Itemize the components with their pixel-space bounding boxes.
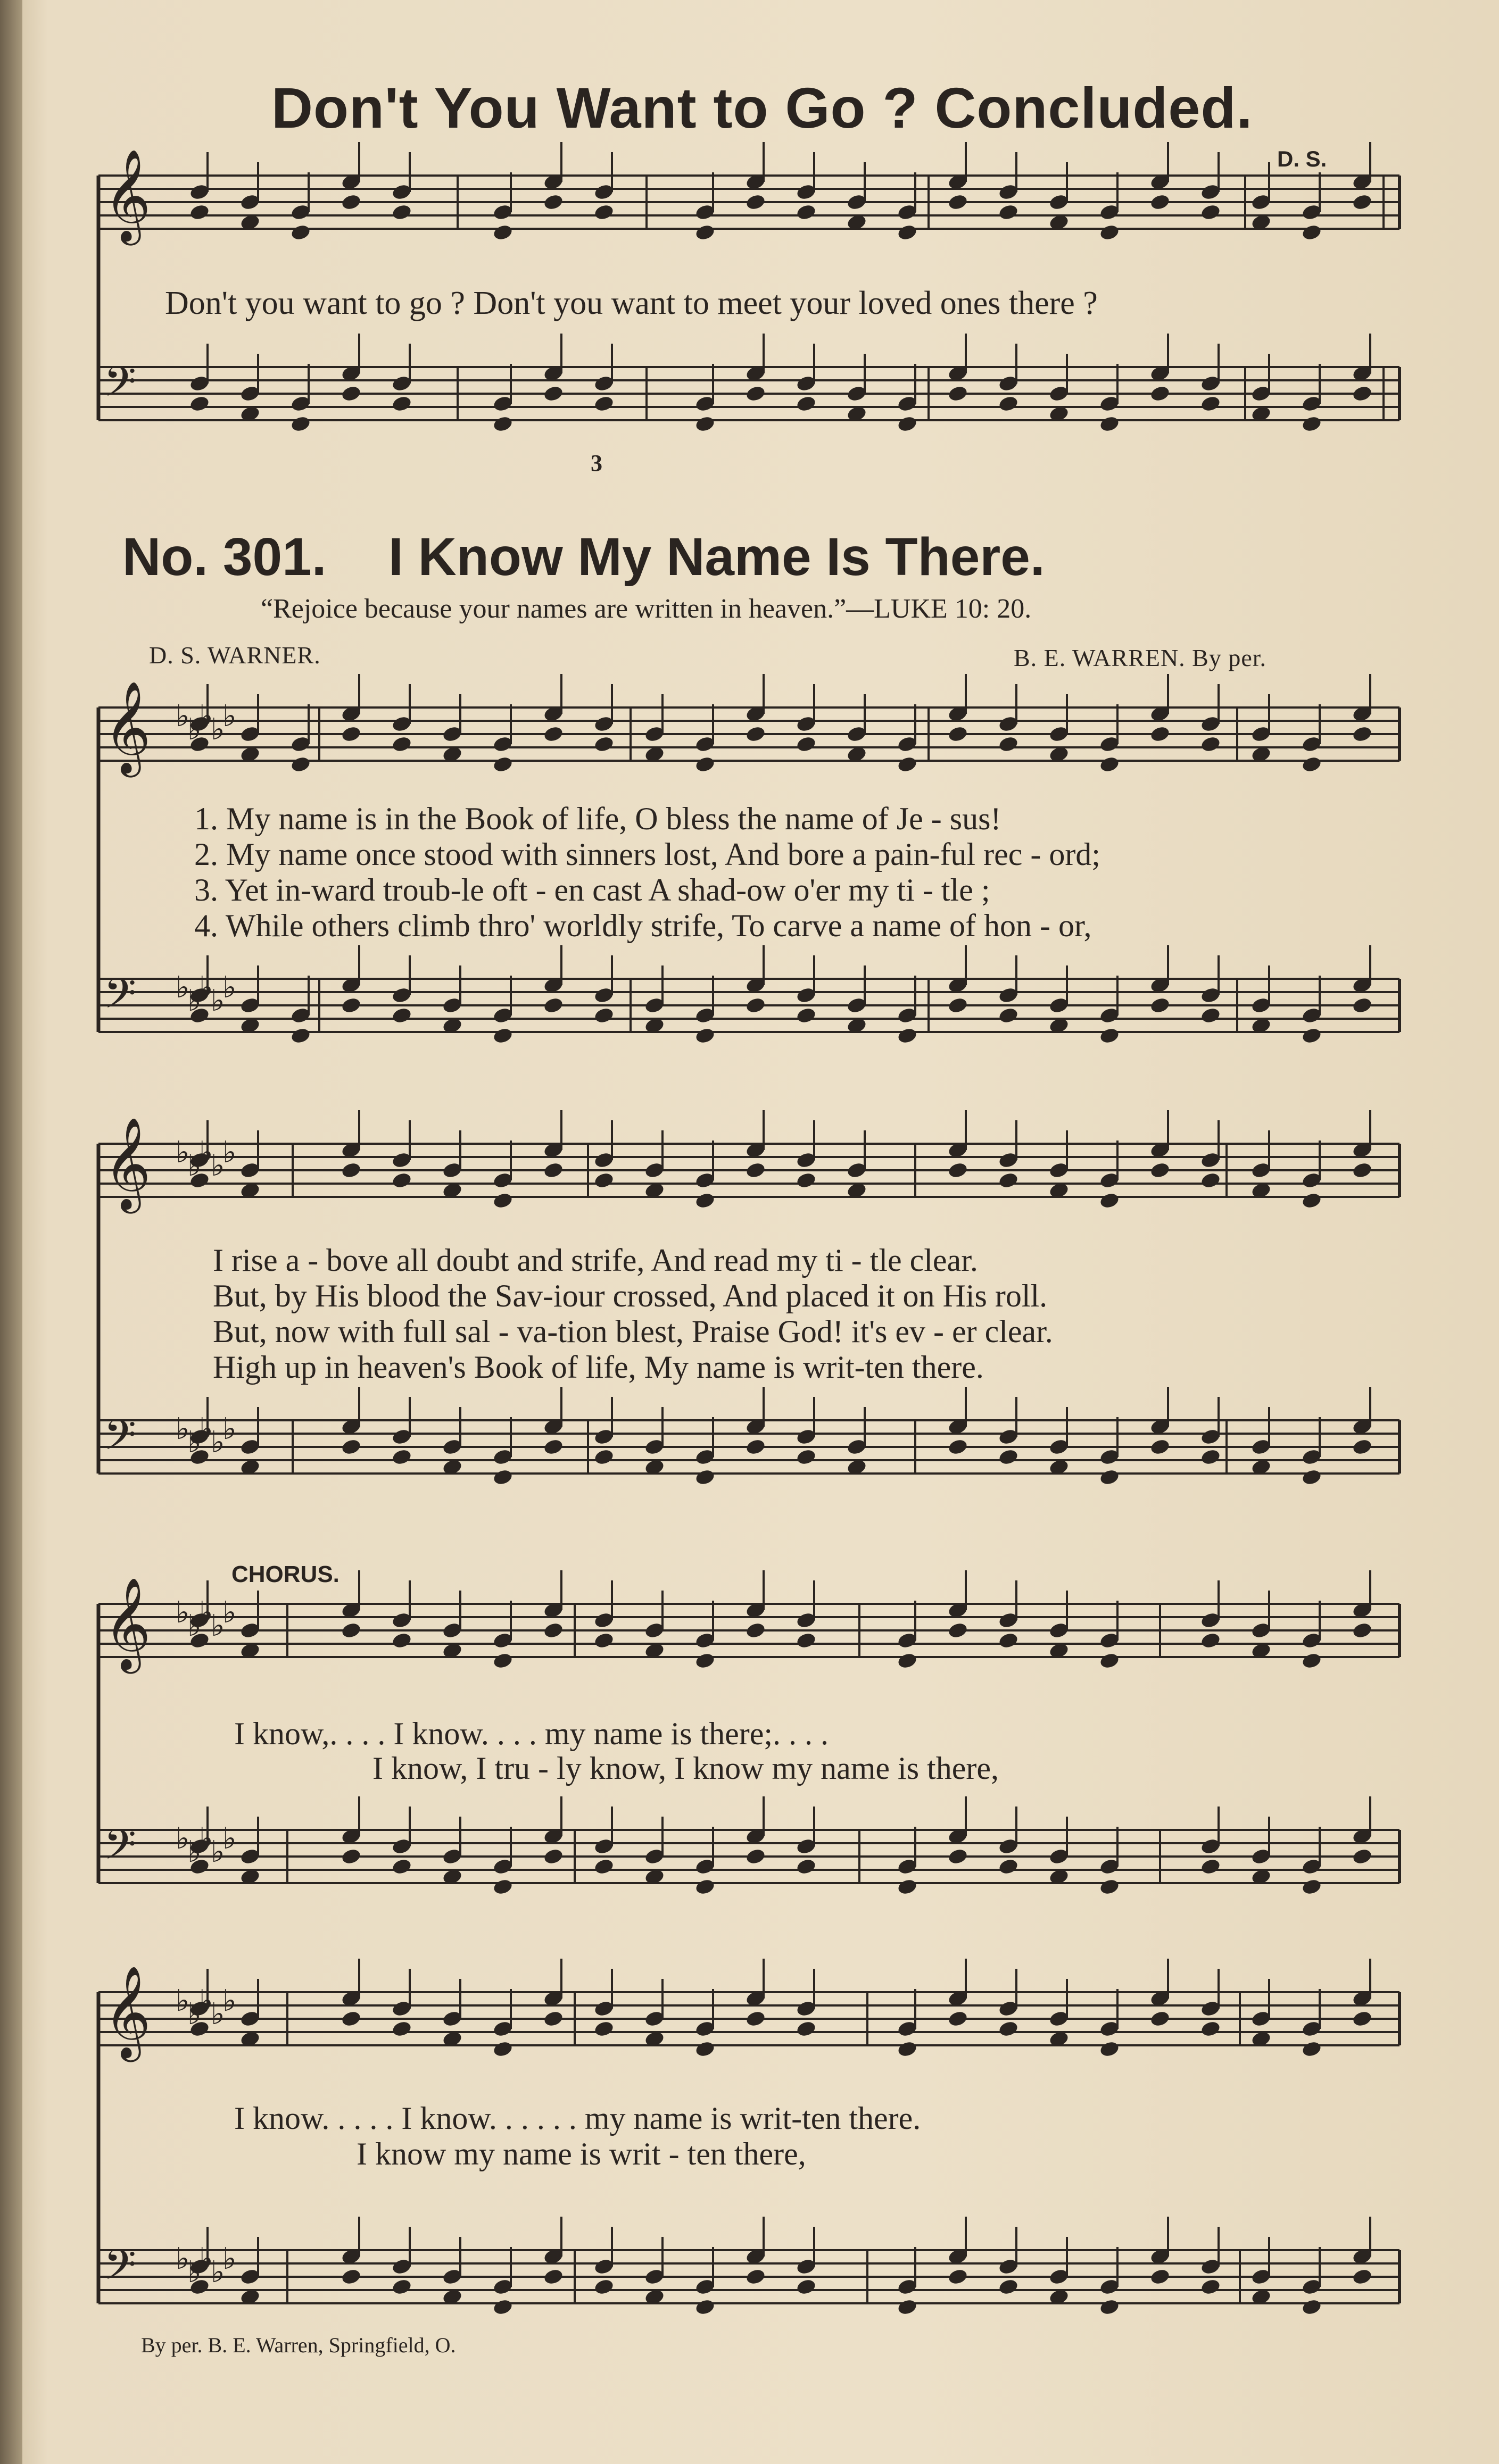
- notehead: [745, 1847, 766, 1866]
- notehead: [341, 1438, 362, 1456]
- notehead: [998, 203, 1019, 221]
- flat-sign: ♭: [222, 2242, 237, 2276]
- notehead: [492, 2040, 514, 2058]
- notehead: [189, 203, 210, 221]
- notehead: [745, 1161, 766, 1179]
- song-a-title: Don't You Want to Go ? Concluded.: [271, 76, 1253, 140]
- notehead: [947, 1161, 968, 1179]
- flat-sign: ♭: [176, 1135, 190, 1170]
- notehead: [1200, 735, 1221, 753]
- flat-sign: ♭: [199, 1984, 213, 2018]
- notehead: [593, 395, 615, 413]
- notehead: [694, 1652, 716, 1670]
- notehead: [694, 1192, 716, 1210]
- flat-sign: ♭: [176, 2242, 190, 2276]
- flat-sign: ♭: [211, 1148, 225, 1183]
- notehead: [1352, 725, 1373, 743]
- notehead: [492, 2298, 514, 2316]
- notehead: [745, 725, 766, 743]
- notehead: [391, 1631, 412, 1650]
- notehead: [1149, 725, 1171, 743]
- flat-sign: ♭: [211, 1425, 225, 1460]
- notehead: [543, 725, 564, 743]
- notehead: [897, 2040, 918, 2058]
- notehead: [492, 223, 514, 242]
- notehead: [1200, 1006, 1221, 1025]
- notehead: [391, 1006, 412, 1025]
- flat-sign: ♭: [222, 699, 237, 734]
- notehead: [543, 2010, 564, 2028]
- notehead: [1149, 996, 1171, 1014]
- notehead: [341, 2268, 362, 2286]
- flat-sign: ♭: [211, 1609, 225, 1643]
- notehead: [341, 2010, 362, 2028]
- flat-sign: ♭: [176, 1595, 190, 1630]
- notehead: [391, 1858, 412, 1876]
- notehead: [1099, 223, 1120, 242]
- notehead: [1352, 2268, 1373, 2286]
- notehead: [391, 203, 412, 221]
- flat-sign: ♭: [199, 2242, 213, 2276]
- notehead: [745, 385, 766, 403]
- notehead: [694, 2040, 716, 2058]
- flat-sign: ♭: [187, 2255, 202, 2290]
- notehead: [593, 2278, 615, 2296]
- verse-2-line-a: 2. My name once stood with sinners lost, And bore a pain-ful rec - ord;: [194, 837, 1100, 872]
- flat-sign: ♭: [222, 1595, 237, 1630]
- notehead: [593, 2020, 615, 2038]
- hymn-title: I Know My Name Is There.: [388, 527, 1045, 587]
- notehead: [1099, 1878, 1120, 1896]
- flat-sign: ♭: [199, 699, 213, 734]
- flat-sign: ♭: [222, 970, 237, 1005]
- composer-credit: B. E. WARREN. By per.: [1014, 644, 1267, 671]
- notehead: [1149, 193, 1171, 211]
- notehead: [1200, 1171, 1221, 1189]
- notehead: [593, 1171, 615, 1189]
- flat-sign: ♭: [176, 970, 190, 1005]
- notehead: [897, 415, 918, 433]
- notehead: [341, 1621, 362, 1639]
- notehead: [1200, 2278, 1221, 2296]
- notehead: [694, 1468, 716, 1486]
- notehead: [341, 1161, 362, 1179]
- notehead: [1149, 1438, 1171, 1456]
- notehead: [391, 2020, 412, 2038]
- verse-4-line-b: High up in heaven's Book of life, My name is writ-ten there.: [213, 1350, 984, 1385]
- flat-sign: ♭: [211, 1997, 225, 2032]
- notehead: [998, 1631, 1019, 1650]
- author-credit: D. S. WARNER.: [149, 642, 321, 669]
- verse-2-line-b: But, by His blood the Sav-iour crossed, And placed it on His roll.: [213, 1278, 1048, 1313]
- notehead: [796, 735, 817, 753]
- notehead: [593, 1448, 615, 1466]
- notehead: [1352, 2010, 1373, 2028]
- notehead: [593, 735, 615, 753]
- bass-figure: 3: [591, 450, 602, 476]
- flat-sign: ♭: [176, 1412, 190, 1446]
- flat-sign: ♭: [211, 2255, 225, 2290]
- notehead: [998, 1006, 1019, 1025]
- notehead: [391, 395, 412, 413]
- treble-clef: 𝄞: [104, 149, 151, 242]
- notehead: [897, 223, 918, 242]
- notehead: [694, 1878, 716, 1896]
- notehead: [796, 2278, 817, 2296]
- flat-sign: ♭: [176, 699, 190, 734]
- notehead: [543, 1847, 564, 1866]
- notehead: [543, 1621, 564, 1639]
- notehead: [1352, 385, 1373, 403]
- treble-clef: 𝄞: [104, 1577, 151, 1670]
- verse-3-line-b: But, now with full sal - va-tion blest, Praise God! it's ev - er clear.: [213, 1314, 1053, 1349]
- notehead: [391, 1448, 412, 1466]
- flat-sign: ♭: [199, 1135, 213, 1170]
- notehead: [897, 1027, 918, 1045]
- verse-1-line-b: I rise a - bove all doubt and strife, And read my ti - tle clear.: [213, 1243, 978, 1278]
- notehead: [492, 1027, 514, 1045]
- notehead: [796, 1858, 817, 1876]
- notehead: [1301, 1652, 1322, 1670]
- notehead: [998, 1858, 1019, 1876]
- bass-clef: 𝄢: [104, 2241, 137, 2300]
- notehead: [796, 1171, 817, 1189]
- flat-sign: ♭: [211, 984, 225, 1018]
- notehead: [1301, 755, 1322, 773]
- verse-1-line-a: 1. My name is in the Book of life, O bless the name of Je - sus!: [194, 801, 1001, 836]
- verse-3-line-a: 3. Yet in-ward troub-le oft - en cast A shad-ow o'er my ti - tle ;: [194, 872, 990, 908]
- flat-sign: ♭: [222, 1135, 237, 1170]
- flat-sign: ♭: [211, 712, 225, 747]
- notehead: [391, 735, 412, 753]
- notehead: [998, 1171, 1019, 1189]
- flat-sign: ♭: [187, 1148, 202, 1183]
- notehead: [1099, 1468, 1120, 1486]
- notehead: [543, 1161, 564, 1179]
- notehead: [694, 1027, 716, 1045]
- notehead: [897, 1652, 918, 1670]
- notehead: [543, 385, 564, 403]
- notehead: [796, 1006, 817, 1025]
- bass-clef: 𝄢: [104, 1821, 137, 1879]
- notehead: [1352, 1847, 1373, 1866]
- notehead: [1200, 1858, 1221, 1876]
- notehead: [1301, 415, 1322, 433]
- bass-clef: 𝄢: [104, 970, 137, 1028]
- scripture-quote: “Rejoice because your names are written in heaven.”—LUKE 10: 20.: [261, 594, 1032, 624]
- notehead: [1099, 1652, 1120, 1670]
- notehead: [998, 395, 1019, 413]
- notehead: [1301, 1027, 1322, 1045]
- flat-sign: ♭: [187, 984, 202, 1018]
- notehead: [694, 415, 716, 433]
- notehead: [1099, 415, 1120, 433]
- notehead: [1301, 223, 1322, 242]
- notehead: [745, 2268, 766, 2286]
- flat-sign: ♭: [187, 1835, 202, 1869]
- notehead: [391, 2278, 412, 2296]
- notehead: [1352, 1161, 1373, 1179]
- bass-clef: 𝄢: [104, 1411, 137, 1470]
- notehead: [1352, 1438, 1373, 1456]
- song-a-lyric: Don't you want to go ? Don't you want to meet your loved ones there ?: [165, 285, 1098, 321]
- notehead: [745, 2010, 766, 2028]
- flat-sign: ♭: [199, 1412, 213, 1446]
- notehead: [492, 1468, 514, 1486]
- notehead: [1200, 203, 1221, 221]
- notehead: [1099, 1192, 1120, 1210]
- notehead: [492, 415, 514, 433]
- notehead: [341, 996, 362, 1014]
- notehead: [947, 1438, 968, 1456]
- notehead: [341, 193, 362, 211]
- notehead: [1149, 2268, 1171, 2286]
- notehead: [341, 725, 362, 743]
- notehead: [391, 1171, 412, 1189]
- flat-sign: ♭: [222, 1412, 237, 1446]
- notehead: [1099, 2040, 1120, 2058]
- notehead: [694, 755, 716, 773]
- notehead: [796, 203, 817, 221]
- chorus-line-4: I know my name is writ - ten there,: [357, 2136, 806, 2171]
- flat-sign: ♭: [187, 712, 202, 747]
- notehead: [543, 193, 564, 211]
- notehead: [745, 996, 766, 1014]
- notehead: [1149, 2010, 1171, 2028]
- notehead: [1149, 1161, 1171, 1179]
- notehead: [1200, 395, 1221, 413]
- notehead: [543, 1438, 564, 1456]
- treble-clef: 𝄞: [104, 681, 151, 773]
- notehead: [796, 1631, 817, 1650]
- chorus-label: CHORUS.: [231, 1561, 339, 1587]
- notehead: [1099, 2298, 1120, 2316]
- notehead: [1200, 1448, 1221, 1466]
- notehead: [947, 2268, 968, 2286]
- treble-clef: 𝄞: [104, 1966, 151, 2058]
- flat-sign: ♭: [211, 1835, 225, 1869]
- flat-sign: ♭: [199, 1595, 213, 1630]
- publisher-footer: By per. B. E. Warren, Springfield, O.: [141, 2333, 456, 2357]
- notehead: [492, 1652, 514, 1670]
- notehead: [694, 2298, 716, 2316]
- notehead: [593, 1858, 615, 1876]
- notehead: [1301, 2298, 1322, 2316]
- notehead: [290, 223, 311, 242]
- notehead: [1301, 1878, 1322, 1896]
- notehead: [1200, 2020, 1221, 2038]
- notehead: [1352, 1621, 1373, 1639]
- flat-sign: ♭: [222, 1984, 237, 2018]
- notehead: [947, 996, 968, 1014]
- flat-sign: ♭: [199, 970, 213, 1005]
- notehead: [1352, 193, 1373, 211]
- notehead: [745, 1621, 766, 1639]
- flat-sign: ♭: [176, 1984, 190, 2018]
- notehead: [745, 1438, 766, 1456]
- notehead: [593, 1006, 615, 1025]
- chorus-line-3: I know. . . . . I know. . . . . . my name is writ-ten there.: [234, 2101, 921, 2136]
- notehead: [998, 2278, 1019, 2296]
- notehead: [897, 2298, 918, 2316]
- notehead: [189, 395, 210, 413]
- notehead: [543, 996, 564, 1014]
- notehead: [947, 725, 968, 743]
- notehead: [947, 385, 968, 403]
- notehead: [290, 415, 311, 433]
- notehead: [593, 1631, 615, 1650]
- notehead: [947, 2010, 968, 2028]
- notehead: [796, 395, 817, 413]
- notehead: [492, 1878, 514, 1896]
- flat-sign: ♭: [199, 1821, 213, 1856]
- notehead: [1149, 385, 1171, 403]
- notehead: [543, 2268, 564, 2286]
- notehead: [1200, 1631, 1221, 1650]
- notehead: [796, 1448, 817, 1466]
- notehead: [1352, 996, 1373, 1014]
- notehead: [1099, 1027, 1120, 1045]
- notehead: [947, 1847, 968, 1866]
- verse-4-line-a: 4. While others climb thro' worldly strife, To carve a name of hon - or,: [194, 908, 1092, 943]
- flat-sign: ♭: [187, 1997, 202, 2032]
- notehead: [897, 1878, 918, 1896]
- notehead: [290, 755, 311, 773]
- notehead: [897, 755, 918, 773]
- flat-sign: ♭: [187, 1609, 202, 1643]
- notehead: [745, 193, 766, 211]
- notehead: [796, 2020, 817, 2038]
- notehead: [1301, 1192, 1322, 1210]
- notehead: [1301, 1468, 1322, 1486]
- flat-sign: ♭: [187, 1425, 202, 1460]
- flat-sign: ♭: [222, 1821, 237, 1856]
- notehead: [998, 1448, 1019, 1466]
- flat-sign: ♭: [176, 1821, 190, 1856]
- notehead: [593, 203, 615, 221]
- notehead: [998, 2020, 1019, 2038]
- treble-clef: 𝄞: [104, 1117, 151, 1210]
- notehead: [947, 1621, 968, 1639]
- chorus-line-2: I know, I tru - ly know, I know my name is there,: [372, 1751, 999, 1786]
- notehead: [998, 735, 1019, 753]
- hymn-number: No. 301.: [122, 527, 327, 587]
- bass-clef: 𝄢: [104, 358, 137, 417]
- notehead: [947, 193, 968, 211]
- notehead: [1099, 755, 1120, 773]
- notehead: [694, 223, 716, 242]
- notehead: [492, 1192, 514, 1210]
- notehead: [341, 1847, 362, 1866]
- notehead: [1301, 2040, 1322, 2058]
- chorus-line-1: I know,. . . . I know. . . . my name is there;. . . .: [234, 1716, 829, 1751]
- notehead: [492, 755, 514, 773]
- notehead: [341, 385, 362, 403]
- notehead: [290, 1027, 311, 1045]
- ds-mark: D. S.: [1277, 146, 1327, 171]
